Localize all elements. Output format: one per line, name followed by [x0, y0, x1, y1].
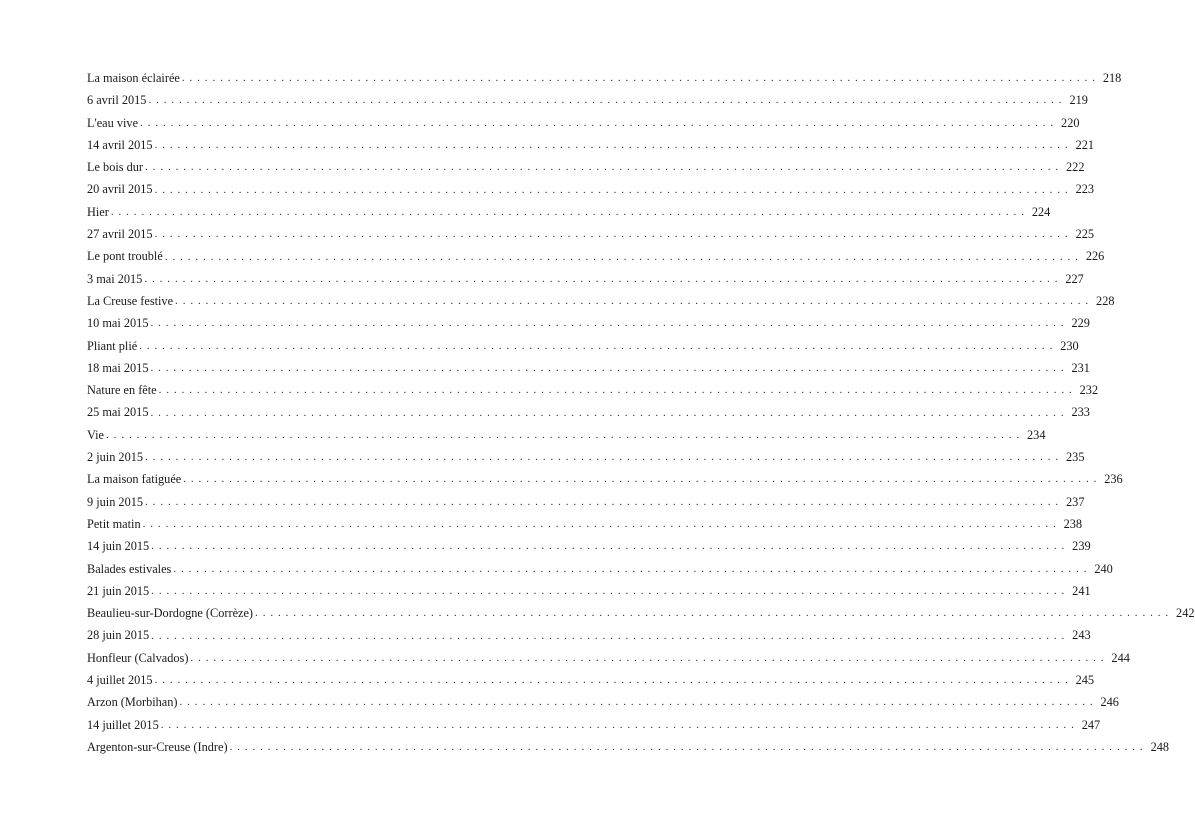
- toc-entry-page-number: 231: [1071, 360, 1090, 375]
- toc-entry-page-number: 246: [1100, 695, 1119, 710]
- toc-entry[interactable]: [87, 379, 1099, 401]
- toc-entry-title: 18 mai 2015: [87, 360, 149, 375]
- toc-entry-page-number: 220: [1061, 115, 1080, 130]
- toc-entry[interactable]: [87, 714, 1101, 736]
- toc-entry-title: Le pont troublé: [87, 249, 163, 264]
- toc-entry[interactable]: [87, 424, 1046, 446]
- toc-entry-page-number: 244: [1111, 650, 1130, 665]
- toc-entry[interactable]: [87, 580, 1091, 602]
- toc-entry-page-number: 248: [1150, 739, 1170, 754]
- toc-entry[interactable]: [87, 468, 1123, 490]
- dot-leader: ........................................................................................................................: [150, 317, 1069, 330]
- toc-entry[interactable]: [87, 602, 1195, 624]
- dot-leader: ........................................................................................................................: [151, 540, 1070, 553]
- toc-entry-page-number: 238: [1063, 516, 1083, 531]
- dot-leader: ........................................................................................................................: [145, 495, 1064, 508]
- dot-leader: ........................................................................................................................: [110, 205, 1029, 218]
- toc-entry-page-number: 241: [1072, 583, 1091, 598]
- toc-entry-title: Hier: [87, 204, 109, 219]
- toc-entry-title: Nature en fête: [87, 383, 157, 398]
- toc-entry-title: Beaulieu-sur-Dordogne (Corrèze): [87, 606, 254, 621]
- toc-entry-title: 10 mai 2015: [87, 316, 149, 331]
- toc-entry[interactable]: [87, 89, 1088, 111]
- toc-entry[interactable]: [87, 401, 1090, 423]
- toc-entry[interactable]: [87, 268, 1084, 290]
- toc-entry-page-number: 247: [1081, 717, 1101, 732]
- toc-entry[interactable]: [87, 178, 1095, 200]
- toc-entry[interactable]: [87, 156, 1085, 178]
- toc-entry-title: La Creuse festive: [87, 293, 174, 308]
- toc-entry-title: 25 mai 2015: [87, 405, 149, 420]
- toc-entry-page-number: 223: [1075, 182, 1095, 197]
- toc-entry[interactable]: [87, 491, 1085, 513]
- toc-entry[interactable]: [87, 624, 1091, 646]
- toc-entry-page-number: 236: [1104, 472, 1123, 487]
- dot-leader: ........................................................................................................................: [148, 94, 1067, 107]
- toc-entry[interactable]: [87, 691, 1119, 713]
- toc-entry[interactable]: [87, 67, 1122, 89]
- toc-entry[interactable]: [87, 112, 1080, 134]
- toc-entry-title: Balades estivales: [87, 561, 172, 576]
- toc-entry-title: Honfleur (Calvados): [87, 650, 189, 665]
- toc-entry[interactable]: [87, 736, 1170, 758]
- toc-entry-title: 6 avril 2015: [87, 93, 147, 108]
- dot-leader: ........................................................................................................................: [150, 406, 1069, 419]
- toc-entry-title: 2 juin 2015: [87, 450, 144, 465]
- toc-entry-page-number: 222: [1066, 160, 1085, 175]
- toc-entry-title: La maison fatiguée: [87, 472, 182, 487]
- dot-leader: ........................................................................................................................: [154, 228, 1073, 241]
- toc-entry-page-number: 228: [1096, 293, 1115, 308]
- toc-entry-title: 14 juillet 2015: [87, 717, 159, 732]
- toc-entry-title: 3 mai 2015: [87, 271, 143, 286]
- dot-leader: ........................................................................................................................: [151, 629, 1070, 642]
- toc-entry-page-number: 221: [1075, 137, 1095, 152]
- toc-entry[interactable]: [87, 223, 1095, 245]
- dot-leader: ........................................................................................................................: [181, 72, 1100, 85]
- dot-leader: ........................................................................................................................: [145, 451, 1064, 464]
- toc-entry[interactable]: [87, 558, 1113, 580]
- dot-leader: ........................................................................................................................: [154, 674, 1073, 687]
- toc-entry[interactable]: [87, 647, 1130, 669]
- toc-entry-title: 14 juin 2015: [87, 539, 150, 554]
- toc-entry-title: La maison éclairée: [87, 71, 180, 85]
- toc-entry-page-number: 242: [1176, 606, 1195, 621]
- dot-leader: ........................................................................................................................: [144, 272, 1063, 285]
- toc-entry-title: Petit matin: [87, 516, 141, 531]
- toc-entry-title: 27 avril 2015: [87, 227, 153, 242]
- toc-entry[interactable]: [87, 312, 1090, 334]
- toc-entry-title: 4 juillet 2015: [87, 673, 153, 688]
- toc-entry-title: Vie: [87, 427, 105, 442]
- toc-entry-page-number: 232: [1079, 383, 1099, 398]
- dot-leader: ........................................................................................................................: [160, 718, 1079, 731]
- toc-entry[interactable]: [87, 357, 1090, 379]
- dot-leader: ........................................................................................................................: [106, 428, 1025, 441]
- dot-leader: ........................................................................................................................: [175, 295, 1094, 308]
- toc-entry-title: 21 juin 2015: [87, 583, 150, 598]
- toc-entry-page-number: 218: [1102, 71, 1122, 85]
- toc-entry[interactable]: [87, 446, 1085, 468]
- toc-entry-page-number: 227: [1065, 271, 1084, 286]
- toc-entry-page-number: 233: [1071, 405, 1090, 420]
- dot-leader: ........................................................................................................................: [179, 696, 1098, 709]
- dot-leader: ........................................................................................................................: [142, 518, 1061, 531]
- toc-entry[interactable]: [87, 535, 1091, 557]
- toc-entry-page-number: 245: [1075, 673, 1095, 688]
- toc-entry-title: L'eau vive: [87, 115, 139, 130]
- toc-entry-title: 28 juin 2015: [87, 628, 150, 643]
- dot-leader: ........................................................................................................................: [154, 183, 1073, 196]
- dot-leader: ........................................................................................................................: [158, 384, 1077, 397]
- dot-leader: ........................................................................................................................: [145, 161, 1064, 174]
- toc-entry-page-number: 230: [1060, 338, 1079, 353]
- dot-leader: ........................................................................................................................: [183, 473, 1102, 486]
- toc-entry[interactable]: [87, 669, 1095, 691]
- toc-entry-page-number: 243: [1072, 628, 1091, 643]
- toc-entry-page-number: 234: [1027, 427, 1046, 442]
- dot-leader: ........................................................................................................................: [140, 116, 1059, 129]
- toc-entry-page-number: 235: [1066, 450, 1085, 465]
- dot-leader: ........................................................................................................................: [150, 362, 1069, 374]
- toc-entry-page-number: 229: [1071, 316, 1090, 331]
- toc-entry-title: 14 avril 2015: [87, 137, 153, 152]
- toc-entry-title: Le bois dur: [87, 160, 144, 175]
- toc-entry-page-number: 225: [1075, 227, 1095, 242]
- toc-entry-title: Pliant plié: [87, 338, 138, 353]
- toc-entry-title: Argenton-sur-Creuse (Indre): [87, 739, 228, 754]
- table-of-contents: [87, 67, 1195, 758]
- dot-leader: ........................................................................................................................: [255, 607, 1174, 620]
- dot-leader: ........................................................................................................................: [190, 651, 1109, 664]
- toc-entry-title: 9 juin 2015: [87, 494, 144, 509]
- toc-entry-page-number: 224: [1031, 204, 1051, 219]
- toc-entry-page-number: 239: [1072, 539, 1091, 554]
- toc-entry[interactable]: [87, 134, 1095, 156]
- dot-leader: ........................................................................................................................: [154, 139, 1073, 152]
- dot-leader: ........................................................................................................................: [164, 250, 1083, 263]
- toc-entry[interactable]: [87, 201, 1051, 223]
- toc-entry-title: Arzon (Morbihan): [87, 695, 178, 710]
- toc-entry[interactable]: [87, 290, 1115, 312]
- toc-entry[interactable]: [87, 335, 1079, 357]
- dot-leader: ........................................................................................................................: [173, 562, 1092, 575]
- toc-entry-page-number: 226: [1085, 249, 1105, 264]
- toc-entry[interactable]: [87, 245, 1105, 267]
- dot-leader: ........................................................................................................................: [139, 339, 1058, 352]
- dot-leader: ........................................................................................................................: [229, 741, 1148, 754]
- toc-entry-page-number: 240: [1094, 561, 1113, 576]
- toc-entry-title: 20 avril 2015: [87, 182, 153, 197]
- toc-entry-page-number: 219: [1069, 93, 1088, 108]
- toc-entry[interactable]: [87, 513, 1083, 535]
- toc-entry-page-number: 237: [1066, 494, 1085, 509]
- dot-leader: ........................................................................................................................: [151, 584, 1070, 597]
